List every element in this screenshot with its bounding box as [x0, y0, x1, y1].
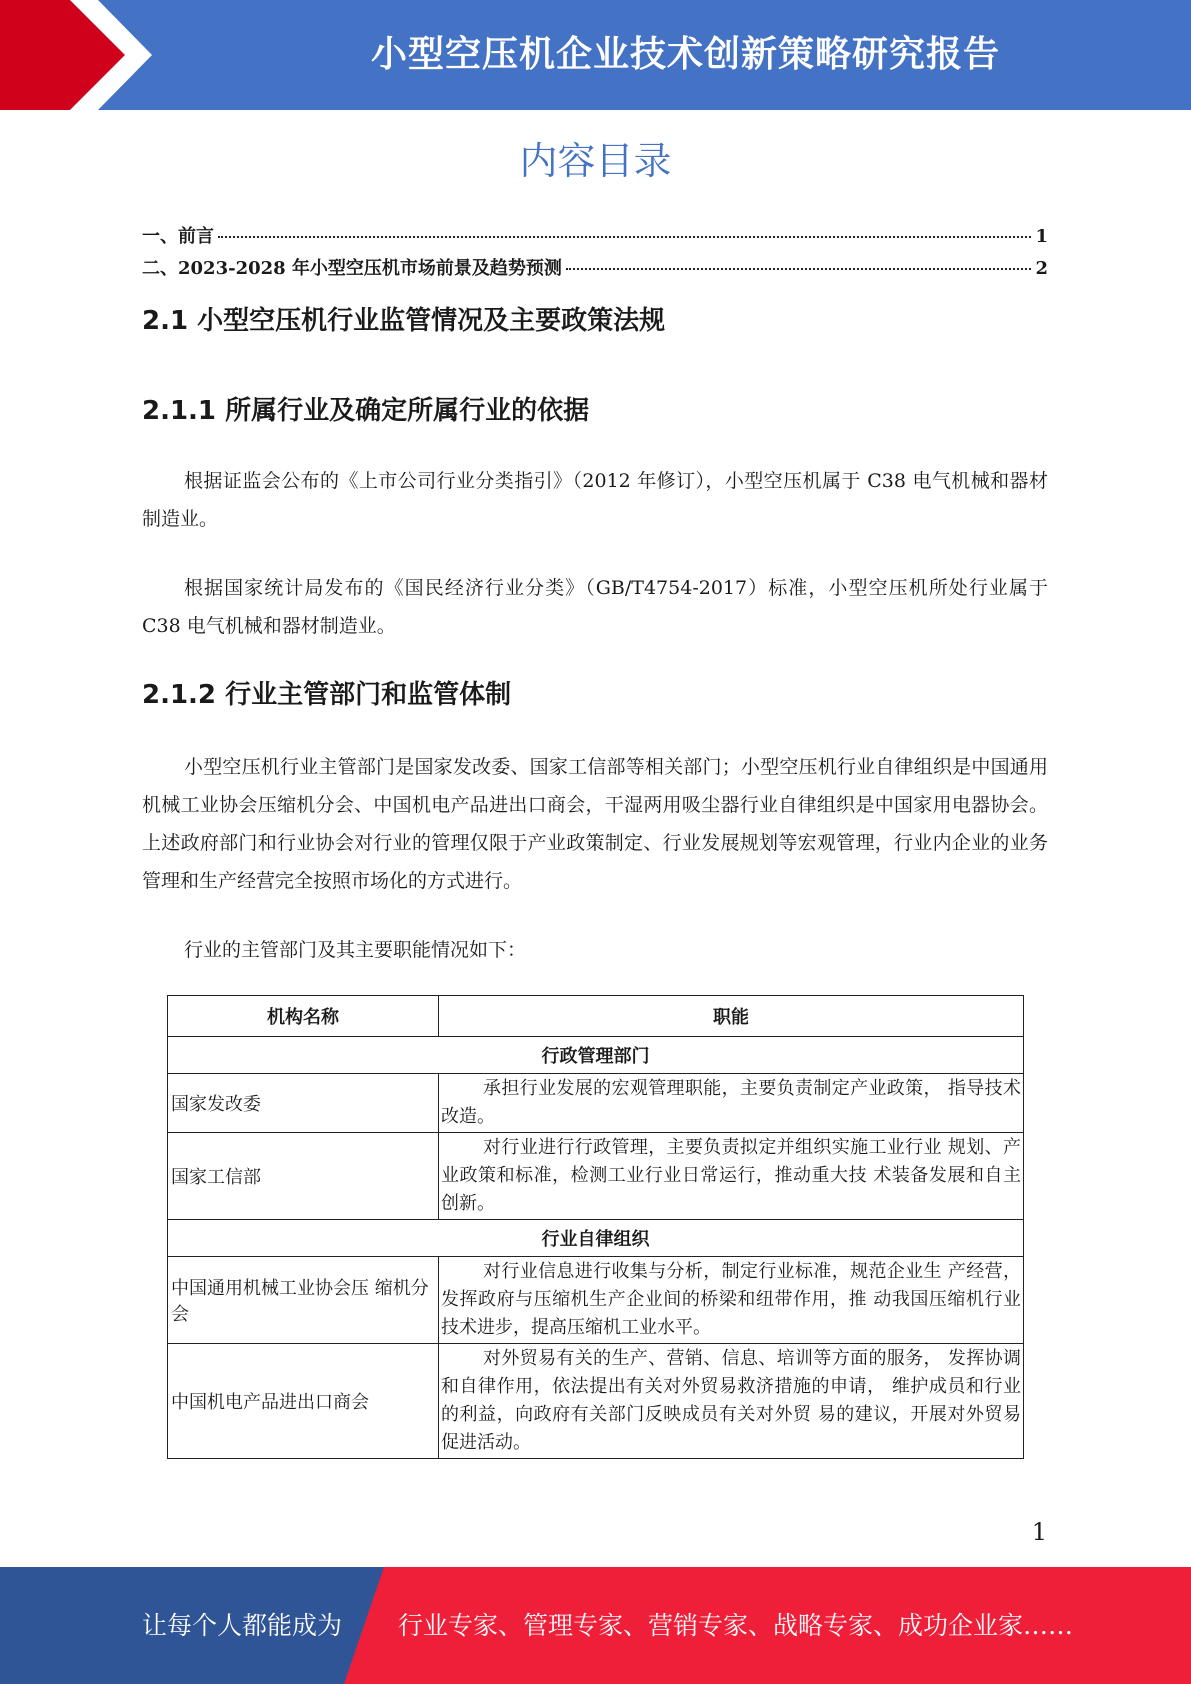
column-header: 职能	[439, 996, 1024, 1037]
table-group-row	[168, 1037, 1024, 1074]
agency-name: 国家工信部	[168, 1133, 439, 1220]
agency-name: 国家发改委	[168, 1074, 439, 1133]
toc	[142, 222, 1048, 286]
toc-leader	[218, 236, 1031, 238]
toc-entry-page: 2	[1035, 258, 1048, 279]
toc-entry-forecast[interactable]	[142, 254, 1048, 286]
table-header-row	[168, 996, 1024, 1037]
agency-name: 中国机电产品进出口商会	[168, 1344, 439, 1459]
agency-function: 对行业信息进行收集与分析，制定行业标准，规范企业生 产经营，发挥政府与压缩机生产企业间的桥梁和纽带作用，推 动我国压缩机行业技术进步，提高压缩机工业水平。	[439, 1257, 1024, 1344]
column-header: 机构名称	[168, 996, 439, 1037]
page-header	[0, 0, 1191, 110]
table-group-row	[168, 1220, 1024, 1257]
section-heading-2-1: 2.1 小型空压机行业监管情况及主要政策法规	[142, 306, 666, 336]
report-title: 小型空压机企业技术创新策略研究报告	[370, 34, 1000, 75]
toc-entry-page: 1	[1035, 226, 1048, 247]
section-heading-2-1-2: 2.1.2 行业主管部门和监管体制	[142, 680, 512, 710]
toc-title: 内容目录	[519, 139, 672, 183]
table-row	[168, 1133, 1024, 1220]
agency-function: 承担行业发展的宏观管理职能，主要负责制定产业政策， 指导技术改造。	[439, 1074, 1024, 1133]
agency-function: 对外贸易有关的生产、营销、信息、培训等方面的服务， 发挥协调和自律作用，依法提出有关对外贸易救济措施的申请， 维护成员和行业的利益，向政府有关部门反映成员有关对外贸 易的建议，开展对外贸易促进活动。	[439, 1344, 1024, 1459]
paragraph-csrc-classification: 根据证监会公布的《上市公司行业分类指引》（2012 年修订），小型空压机属于 C38 电气机械和器材制造业。	[142, 470, 1048, 530]
agency-name: 中国通用机械工业协会压 缩机分会	[168, 1257, 439, 1344]
toc-entry-label: 二、2023-2028 年小型空压机市场前景及趋势预测	[142, 258, 562, 279]
agency-function: 对行业进行行政管理，主要负责拟定并组织实施工业行业 规划、产业政策和标准，检测工业行业日常运行，推动重大技 术装备发展和自主创新。	[439, 1133, 1024, 1220]
table-row	[168, 1344, 1024, 1459]
paragraph-nbs-classification: 根据国家统计局发布的《国民经济行业分类》（GB/T4754-2017）标准，小型空压机所处行业属于 C38 电气机械和器材制造业。	[142, 577, 1048, 637]
table-row	[168, 1074, 1024, 1133]
footer-slogan-right: 行业专家、管理专家、营销专家、战略专家、成功企业家……	[398, 1611, 1074, 1640]
toc-entry-preface[interactable]	[142, 222, 1048, 254]
group-title: 行政管理部门	[168, 1037, 1024, 1074]
toc-leader	[566, 268, 1032, 270]
page-footer	[0, 1567, 1191, 1684]
table-row	[168, 1257, 1024, 1344]
page-number: 1	[1031, 1518, 1047, 1546]
regulators-table	[167, 995, 1024, 1459]
paragraph-regulators: 小型空压机行业主管部门是国家发改委、国家工信部等相关部门；小型空压机行业自律组织是中国通用机械工业协会压缩机分会、中国机电产品进出口商会，干湿两用吸尘器行业自律组织是中国家用电器协会。上述政府部门和行业协会对行业的管理仅限于产业政策制定、行业发展规划等宏观管理，行业内企业的业务管理和生产经营完全按照市场化的方式进行。	[142, 756, 1048, 892]
toc-entry-label: 一、前言	[142, 226, 214, 247]
section-heading-2-1-1: 2.1.1 所属行业及确定所属行业的依据	[142, 396, 590, 426]
group-title: 行业自律组织	[168, 1220, 1024, 1257]
footer-slogan-left: 让每个人都能成为	[142, 1611, 343, 1640]
paragraph-table-intro: 行业的主管部门及其主要职能情况如下：	[184, 939, 527, 961]
